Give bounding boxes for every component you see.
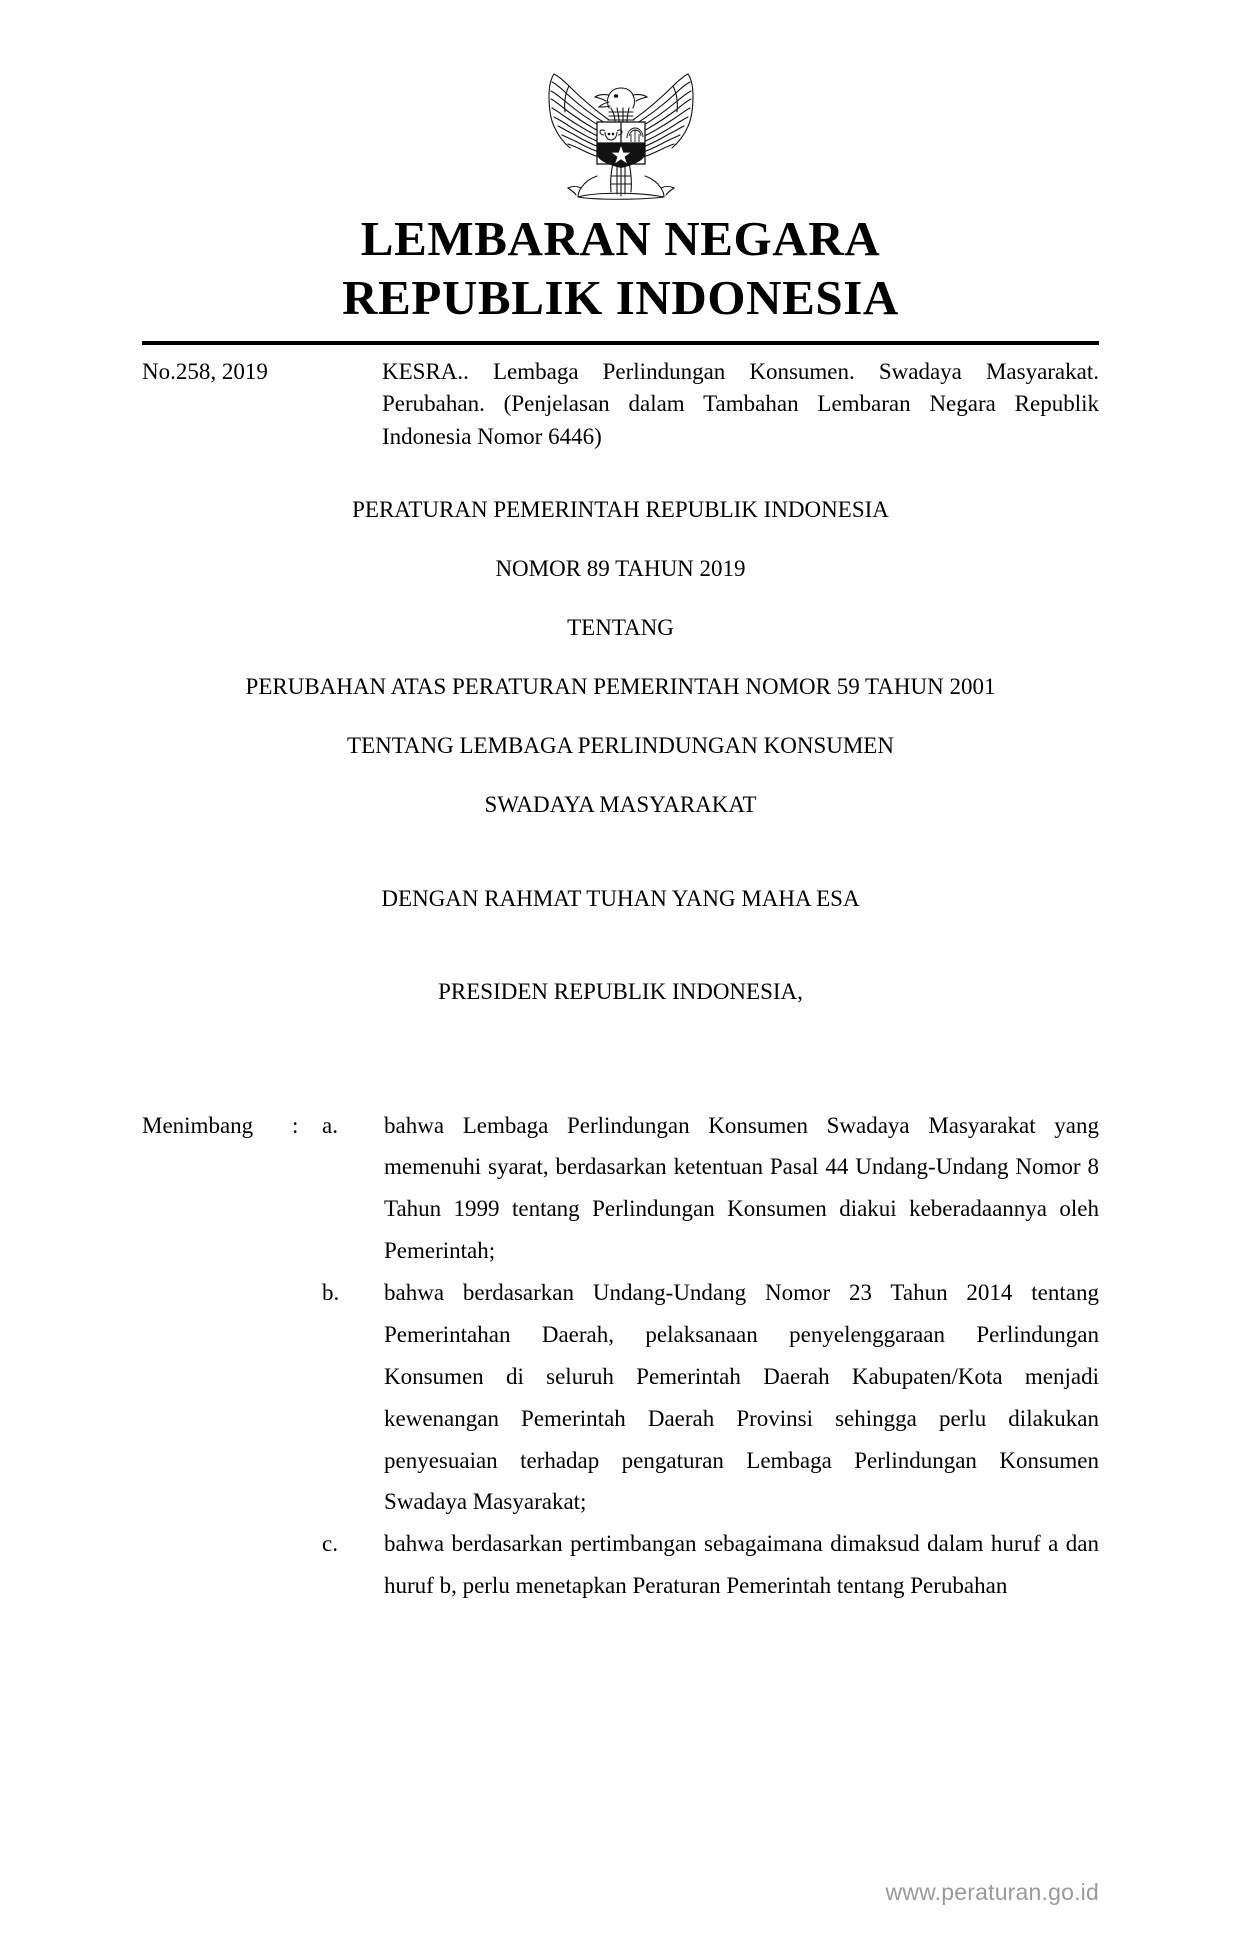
president-line: PRESIDEN REPUBLIK INDONESIA, — [438, 978, 803, 1004]
emblem-container — [142, 0, 1099, 204]
title-line-number-year: NOMOR 89 TAHUN 2019 — [495, 555, 746, 581]
regulation-title-block — [142, 498, 1099, 816]
garuda-pancasila-emblem — [535, 58, 707, 204]
considerations-section — [142, 1105, 1099, 1607]
considerations-label: Menimbang — [142, 1112, 254, 1138]
title-line-subject-part-2: SWADAYA MASYARAKAT — [484, 791, 757, 817]
title-line-subject-part-1: TENTANG LEMBAGA PERLINDUNGAN KONSUMEN — [347, 732, 894, 758]
consideration-text-b: bahwa berdasarkan Undang-Undang Nomor 23 Tahun 2014 tentang Pemerintahan Daerah, pelaksanaan penyelenggaraan Perlindungan Konsumen di seluruh Pemerintah Daerah Kabupaten/Kota menjadi kewenangan Pemerintah Daerah Provinsi sehingga perlu dilakukan penyesuaian terhadap pengaturan Lembaga Perlindungan Konsumen Swadaya Masyarakat; — [384, 1280, 1099, 1515]
masthead-line-republik-indonesia: REPUBLIK INDONESIA — [342, 270, 899, 326]
title-line-amendment-subject: PERUBAHAN ATAS PERATURAN PEMERINTAH NOMOR 59 TAHUN 2001 — [245, 673, 996, 699]
consideration-letter-b: b. — [322, 1280, 340, 1306]
consideration-item-b — [142, 1272, 1099, 1523]
masthead — [142, 210, 1099, 327]
title-line-tentang: TENTANG — [567, 614, 674, 640]
consideration-letter-a: a. — [322, 1112, 338, 1138]
divine-mercy-line: DENGAN RAHMAT TUHAN YANG MAHA ESA — [381, 885, 860, 911]
masthead-line-lembaran-negara: LEMBARAN NEGARA — [360, 211, 881, 266]
title-line-regulation-type: PERATURAN PEMERINTAH REPUBLIK INDONESIA — [352, 496, 889, 522]
consideration-text-c: bahwa berdasarkan pertimbangan sebagaimana dimaksud dalam huruf a dan huruf b, perlu menetapkan Peraturan Pemerintah tentang Perubahan — [384, 1531, 1099, 1599]
considerations-colon: : — [292, 1112, 299, 1138]
masthead-divider-rule — [142, 341, 1099, 345]
gazette-subject-description: KESRA.. Lembaga Perlindungan Konsumen. Swadaya Masyarakat. Perubahan. (Penjelasan dalam Tambahan Lembaran Negara Republik Indonesia Nomor 6446) — [382, 358, 1099, 449]
consideration-item-a — [142, 1105, 1099, 1272]
gazette-header-row — [142, 356, 1099, 454]
gazette-number: No.258, 2019 — [142, 358, 268, 384]
source-watermark: www.peraturan.go.id — [885, 1879, 1099, 1905]
consideration-letter-c: c. — [322, 1531, 338, 1557]
consideration-text-a: bahwa Lembaga Perlindungan Konsumen Swadaya Masyarakat yang memenuhi syarat, berdasarkan ketentuan Pasal 44 Undang-Undang Nomor 8 Tahun 1999 tentang Perlindungan Konsumen diakui keberadaannya oleh Pemerintah; — [384, 1112, 1099, 1264]
consideration-item-c — [142, 1523, 1099, 1607]
